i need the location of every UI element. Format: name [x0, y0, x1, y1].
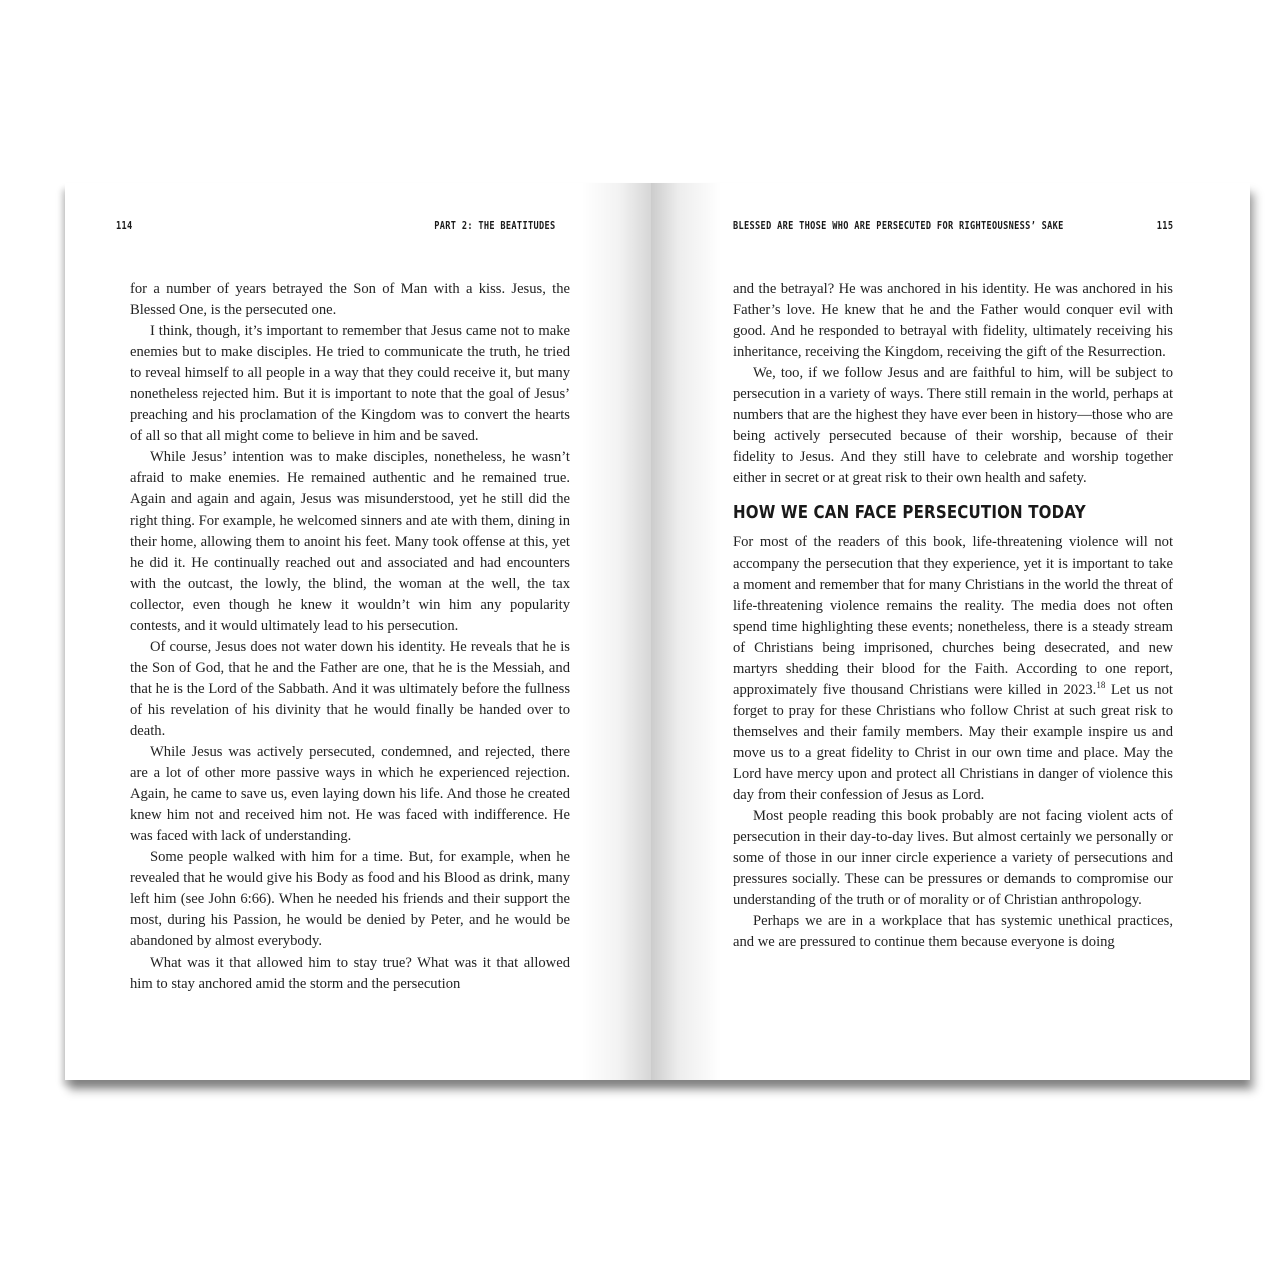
left-body-text [130, 279, 570, 995]
paragraph: Of course, Jesus does not water down his identity. He reveals that he is the Son of God, that he and the Father are one, that he is the Messiah, and that he is the Lord of the Sabbath. And it was ultimately before the fullness of his revelation of his divinity that he would finally be handed over to death. [130, 638, 570, 739]
paragraph-with-footnote [733, 532, 1173, 806]
open-book [65, 183, 1250, 1080]
paragraph: We, too, if we follow Jesus and are faithful to him, will be subject to persecution in a variety of ways. There still remain in the world, perhaps at numbers that are the highest they have ever been in history—those who are being actively persecuted because of their worship, because of their fidelity to Jesus. And they still have to celebrate and worship together either in secret or at great risk to their own health and safety. [733, 365, 1173, 487]
right-running-head [733, 219, 1173, 233]
paragraph: for a number of years betrayed the Son of Man with a kiss. Jesus, the Blessed One, is the persecuted one. [130, 281, 570, 319]
paragraph: While Jesus’ intention was to make disciples, nonetheless, he wasn’t afraid to make enemies. He remained authentic and he remained true. Again and again and again, Jesus was misunderstood, yet he still did the right thing. For example, he welcomed sinners and ate with them, dining in their home, allowing them to anoint his feet. Many took offense at this, yet he did it. He continually reached out and associated and had encounters with the outcast, the lowly, the blind, the woman at the well, the tax collector, even though he knew it wouldn’t win him any popularity contests, and it would ultimately lead to his persecution. [130, 449, 570, 634]
paragraph: Perhaps we are in a workplace that has systemic unethical practices, and we are pressured to continue them because everyone is doing [733, 913, 1173, 951]
paragraph-text: For most of the readers of this book, life-threatening violence will not accompany the persecution that they experience, yet it is important to take a moment and remember that for many Christians in the world the threat of life-threatening violence remains the reality. The media does not often spend time highlighting these events; nonetheless, there is a steady stream of Christians being imprisoned, churches being desecrated, and new martyrs shedding their blood for the Faith. According to one report, approximately five thousand Christians were killed in 2023. [733, 534, 1173, 698]
paragraph-text: Let us not forget to pray for these Christians who follow Christ at such great risk to themselves and their family members. May their example inspire us and move us to a great fidelity to Christ in our own time and place. May the Lord have mercy upon and protect all Christians in danger of violence this day from their confession of Jesus as Lord. [733, 681, 1173, 804]
left-page [65, 183, 651, 1080]
left-page-number: 114 [116, 220, 133, 232]
right-running-title: BLESSED ARE THOSE WHO ARE PERSECUTED FOR RIGHTEOUSNESS’ SAKE [733, 220, 1064, 232]
right-body-text [733, 279, 1173, 953]
section-heading: HOW WE CAN FACE PERSECUTION TODAY [733, 503, 1086, 524]
left-running-head [116, 219, 556, 233]
paragraph: I think, though, it’s important to remember that Jesus came not to make enemies but to make disciples. He tried to communicate the truth, he tried to reveal himself to all people in a way that they could receive it, but many nonetheless rejected him. But it is important to note that the goal of Jesus’ preaching and his proclamation of the Kingdom was to convert the hearts of all so that all might come to believe in him and be saved. [130, 323, 570, 445]
paragraph: What was it that allowed him to stay true? What was it that allowed him to stay anchored amid the storm and the persecution [130, 954, 570, 992]
right-page [651, 183, 1250, 1080]
footnote-marker[interactable]: 18 [1096, 679, 1106, 690]
left-running-title: PART 2: THE BEATITUDES [434, 220, 556, 232]
right-page-number: 115 [1156, 220, 1174, 232]
paragraph: and the betrayal? He was anchored in his identity. He was anchored in his Father’s love. He knew that he and the Father would conquer evil with good. And he responded to betrayal with fidelity, ultimately receiving his inheritance, receiving the Kingdom, receiving the gift of the Resurrection. [733, 281, 1173, 361]
paragraph: While Jesus was actively persecuted, condemned, and rejected, there are a lot of other more passive ways in which he experienced rejection. Again, he came to save us, even laying down his life. And those he created knew him not and received him not. He was faced with indifference. He was faced with lack of understanding. [130, 744, 570, 845]
paragraph: Some people walked with him for a time. But, for example, when he revealed that he would give his Body as food and his Blood as drink, many left him (see John 6:66). When he needed his friends and their support the most, during his Passion, he would be denied by Peter, and he would be abandoned by almost everybody. [130, 849, 570, 950]
paragraph: Most people reading this book probably are not facing violent acts of persecution in their day-to-day lives. But almost certainly we personally or some of those in our inner circle experience a variety of persecutions and pressures socially. These can be pressures or demands to compromise our understanding of the truth or of morality or of Christian anthropology. [733, 808, 1173, 909]
